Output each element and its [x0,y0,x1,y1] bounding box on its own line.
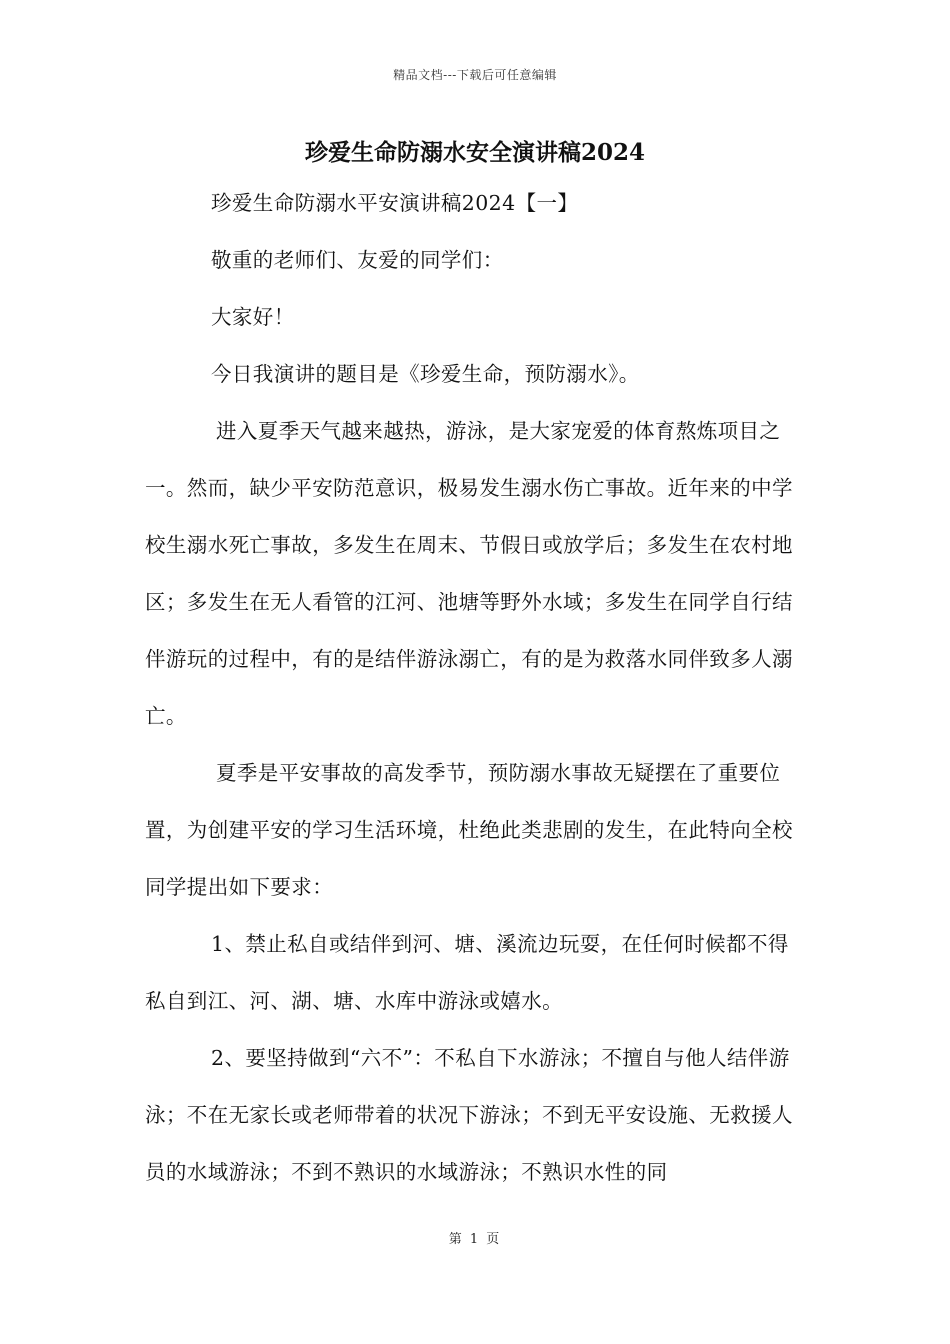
document-body [145,175,807,1201]
paragraph-body: 夏季是平安事故的高发季节，预防溺水事故无疑摆在了重要位置，为创建平安的学习生活环境，杜绝此类悲剧的发生，在此特向全校同学提出如下要求： [145,761,793,899]
page-header: 精品文档---下载后可任意编辑 [393,68,557,82]
paragraph-salutation: 敬重的老师们、友爱的同学们： [211,248,504,272]
paragraph-greeting: 大家好！ [211,305,295,329]
paragraph-body: 进入夏季天气越来越热，游泳，是大家宠爱的体育熬炼项目之一。然而，缺少平安防范意识，极易发生溺水伤亡事故。近年来的中学校生溺水死亡事故，多发生在周末、节假日或放学后；多发生在农村地区；多发生在无人看管的江河、池塘等野外水域；多发生在同学自行结伴游玩的过程中，有的是结伴游泳溺亡，有的是为救落水同伴致多人溺亡。 [145,419,793,728]
paragraph-rule-1: 1、禁止私自或结伴到河、塘、溪流边玩耍，在任何时候都不得私自到江、河、湖、塘、水库中游泳或嬉水。 [145,932,789,1013]
page-number: 第 1 页 [448,1232,502,1247]
paragraph-subtitle: 珍爱生命防溺水平安演讲稿2024【一】 [211,191,579,215]
document-title: 珍爱生命防溺水安全演讲稿2024 [304,139,645,166]
paragraph-topic: 今日我演讲的题目是《珍爱生命，预防溺水》。 [211,362,640,386]
paragraph-rule-2: 2、要坚持做到“六不”：不私自下水游泳；不擅自与他人结伴游泳；不在无家长或老师带着的状况下游泳；不到无平安设施、无救援人员的水域游泳；不到不熟识的水域游泳；不熟识水性的同 [145,1046,793,1184]
